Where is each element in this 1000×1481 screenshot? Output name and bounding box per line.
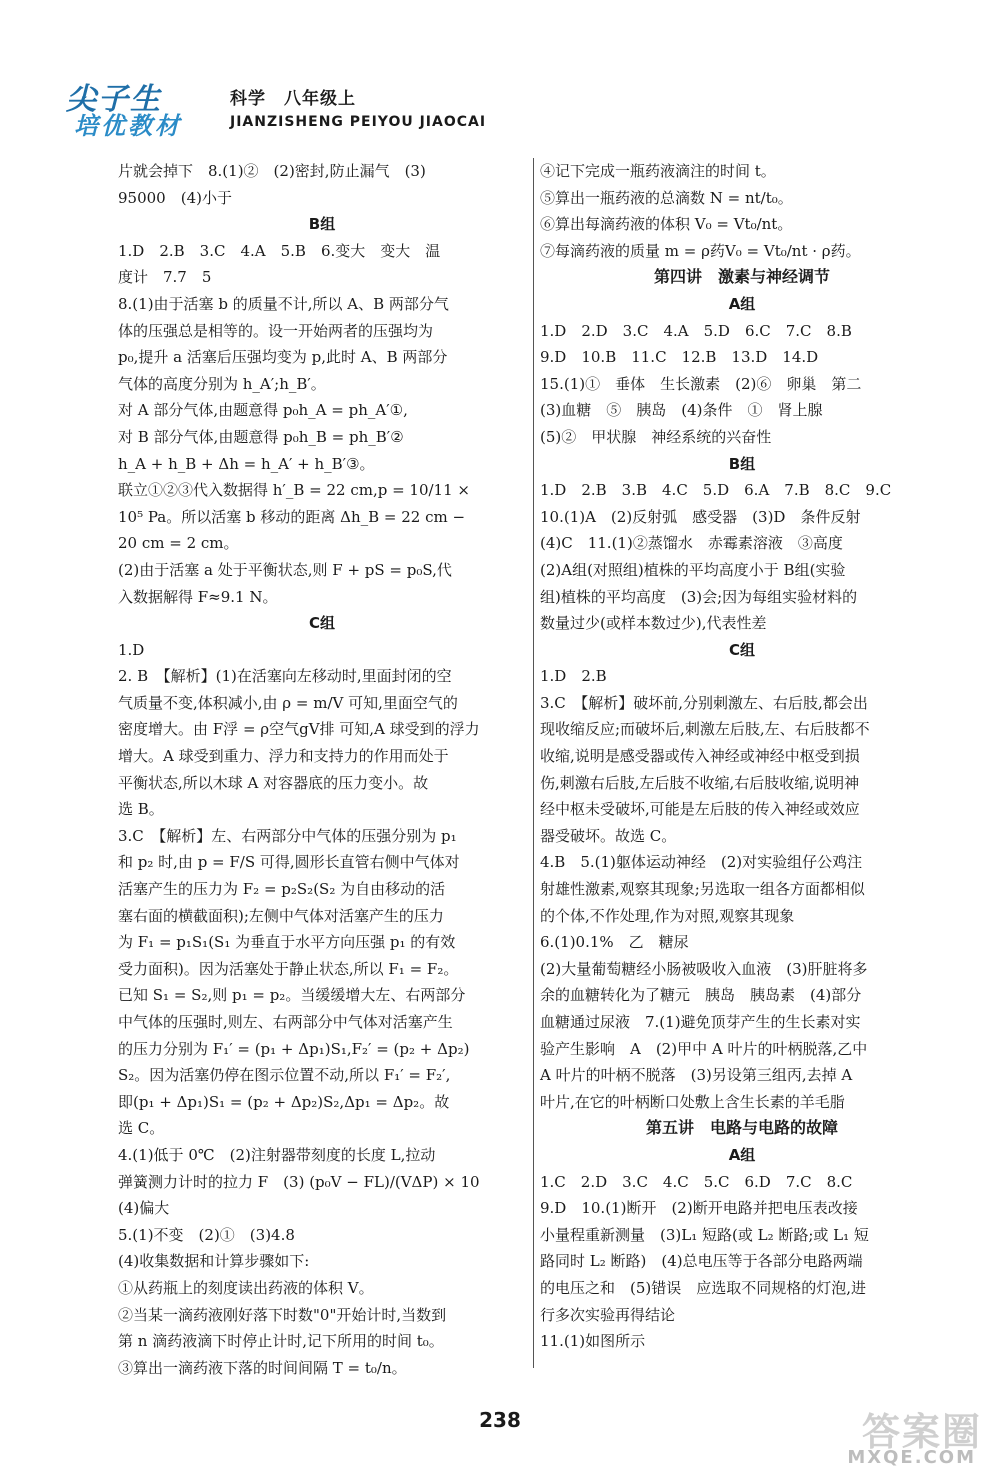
text-line: 对 B 部分气体,由题意得 p₀h_B = ph_B′② [118,427,404,446]
text-line: 组)植株的平均高度 (3)会;因为每组实验材料的 [540,587,858,606]
text-line: 和 p₂ 时,由 p = F/S 可得,圆形长直管右侧中气体对 [118,853,460,872]
text-line: 射雄性激素,观察其现象;另选取一组各方面都相似 [540,880,865,899]
text-line: 9.D 10.(1)断开 (2)断开电路并把电压表改接 [540,1199,858,1218]
text-line: 路同时 L₂ 断路) (4)总电压等于各部分电路两端 [540,1252,863,1271]
text-line: 10⁵ Pa。所以活塞 b 移动的距离 Δh_B = 22 cm − [118,507,466,526]
text-line: 3.C 【解析】破坏前,分别刺激左、右后肢,都会出 [540,693,868,712]
text-line: 伤,刺激右后肢,左后肢不收缩,右后肢收缩,说明神 [540,773,860,792]
text-line: 选 C。 [118,1119,165,1138]
text-line: 1.C 2.D 3.C 4.C 5.C 6.D 7.C 8.C [540,1172,853,1191]
text-line: 数量过少(或样本数过少),代表性差 [540,614,767,633]
text-line: ②当某一滴药液刚好落下时数"0"开始计时,当数到 [118,1305,447,1324]
page-header [60,70,940,140]
text-line: 第 n 滴药液滴下时停止计时,记下所用的时间 t₀。 [118,1332,444,1351]
text-line: 的个体,不作处理,作为对照,观察其现象 [540,906,795,925]
text-line: 叶片,在它的叶柄断口处敷上含生长素的羊毛脂 [540,1092,845,1111]
text-line: 20 cm = 2 cm。 [118,534,239,553]
text-line: 2. B 【解析】(1)在活塞向左移动时,里面封闭的空 [118,667,452,686]
text-line: 余的血糖转化为了糖元 胰岛 胰岛素 (4)部分 [540,986,862,1005]
text-line: (2)大量葡萄糖经小肠被吸收入血液 (3)肝脏将多 [540,959,868,978]
text-line: 为 F₁ = p₁S₁(S₁ 为垂直于水平方向压强 p₁ 的有效 [118,933,456,952]
text-line: 9.D 10.B 11.C 12.B 13.D 14.D [540,348,819,367]
right-column [540,158,944,1355]
text-line: (5)② 甲状腺 神经系统的兴奋性 [540,427,772,446]
left-column [118,158,526,1381]
page-number: 238 [479,1408,521,1432]
watermark-logo [810,1401,990,1471]
text-line: 15.(1)① 垂体 生长激素 (2)⑥ 卵巢 第二 [540,374,862,393]
text-line: 11.(1)如图所示 [540,1332,646,1351]
logo-line-1: 尖子生 [66,82,162,117]
text-line: ④记下完成一瓶药液滴注的时间 t。 [540,162,776,180]
text-line: 弹簧测力计时的拉力 F (3) (p₀V − FL)/(VΔP) × 10 [118,1172,480,1191]
text-line: 6.(1)0.1% 乙 糖尿 [540,933,689,952]
text-line: 度计 7.7 5 [118,268,212,287]
text-line: 8.(1)由于活塞 b 的质量不计,所以 A、B 两部分气 [118,294,449,313]
text-line: (4)偏大 [118,1199,170,1218]
text-line: 经中枢未受破坏,可能是左后肢的传入神经或效应 [540,800,860,819]
text-line: 塞右面的横截面积);左侧中气体对活塞产生的压力 [118,906,444,925]
text-line: 3.C 【解析】左、右两部分中气体的压强分别为 p₁ [118,826,457,845]
text-line: 5.(1)不变 (2)① (3)4.8 [118,1225,295,1244]
text-line: (2)A组(对照组)植株的平均高度小于 B组(实验 [540,560,846,579]
text-line: p₀,提升 a 活塞后压强均变为 p,此时 A、B 两部分 [118,348,448,367]
text-line: 1.D 2.B 3.C 4.A 5.B 6.变大 变大 温 [118,241,441,260]
column-divider [533,158,534,1368]
group-heading: C组 [308,614,335,633]
text-line: (4)C 11.(1)②蒸馏水 赤霉素溶液 ③高度 [540,534,843,553]
text-line: (3)血糖 ⑤ 胰岛 (4)条件 ① 肾上腺 [540,401,823,420]
text-line: ⑥算出每滴药液的体积 V₀ = Vt₀/nt。 [540,215,793,234]
logo-line-2: 培优教材 [74,112,182,140]
text-line: (4)收集数据和计算步骤如下: [118,1252,310,1271]
text-line: 受力面积)。因为活塞处于静止状态,所以 F₁ = F₂。 [118,959,459,978]
watermark-text: 答案圈 [861,1410,982,1454]
text-line: 血糖通过尿液 7.(1)避免顶芽产生的生长素对实 [540,1013,861,1031]
text-line: 即(p₁ + Δp₁)S₁ = (p₂ + Δp₂)S₂,Δp₁ = Δp₂。故 [118,1092,450,1111]
text-line: A 叶片的叶柄不脱落 (3)另设第三组丙,去掉 A [540,1066,853,1085]
brand-logo [60,70,225,140]
text-line: 器受破坏。故选 C。 [540,826,677,845]
text-line: ③算出一滴药液下落的时间间隔 T = t₀/n。 [118,1358,407,1377]
text-line: 验产生影响 A (2)甲中 A 叶片的叶柄脱落,乙中 [540,1039,868,1058]
text-line: 收缩,说明是感受器或传入神经或神经中枢受到损 [540,747,860,766]
text-line: 活塞产生的压力为 F₂ = p₂S₂(S₂ 为自由移动的活 [118,880,446,899]
text-line: 对 A 部分气体,由题意得 p₀h_A = ph_A′①, [118,401,408,420]
text-line: ⑦每滴药液的质量 m = ρ药V₀ = Vt₀/nt · ρ药。 [540,241,861,260]
text-line: 入数据解得 F≈9.1 N。 [118,587,278,606]
text-line: ⑤算出一瓶药液的总滴数 N = nt/t₀。 [540,188,793,207]
lecture-heading: 第五讲 电路与电路的故障 [645,1118,838,1138]
group-heading: A组 [728,294,756,313]
text-line: 95000 (4)小于 [118,188,232,207]
text-line: 1.D [118,640,145,659]
text-line: 已知 S₁ = S₂,则 p₁ = p₂。当缓缓增大左、右两部分 [118,986,466,1005]
text-line: 体的压强总是相等的。设一开始两者的压强均为 [118,321,434,340]
text-line: 气体的高度分别为 h_A′;h_B′。 [118,374,326,393]
text-line: S₂。因为活塞仍停在图示位置不动,所以 F₁′ = F₂′, [118,1066,451,1085]
group-heading: C组 [728,640,755,659]
text-line: ①从药瓶上的刻度读出药液的体积 V。 [118,1278,374,1297]
text-line: h_A + h_B + Δh = h_A′ + h_B′③。 [118,454,375,473]
text-line: 增大。A 球受到重力、浮力和支持力的作用而处于 [118,747,449,766]
text-line: 的电压之和 (5)错误 应选取不同规格的灯泡,进 [540,1278,867,1297]
text-line: 现收缩反应;而破坏后,刺激左后肢,左、右后肢都不 [540,720,870,739]
watermark-url: MXQE.COM [847,1447,976,1468]
text-line: 片就会掉下 8.(1)② (2)密封,防止漏气 (3) [118,162,426,180]
text-line: 联立①②③代入数据得 h′_B = 22 cm,p = 10/11 × [118,481,470,500]
text-line: 选 B。 [118,800,164,819]
group-heading: A组 [728,1145,756,1164]
text-line: 10.(1)A (2)反射弧 感受器 (3)D 条件反射 [540,507,861,526]
text-line: 密度增大。由 F浮 = ρ空气gV排 可知,A 球受到的浮力 [118,720,480,739]
text-line: 中气体的压强时,则左、右两部分中气体对活塞产生 [118,1013,453,1031]
text-line: 4.(1)低于 0℃ (2)注射器带刻度的长度 L,拉动 [118,1145,436,1164]
lecture-heading: 第四讲 激素与神经调节 [653,267,830,287]
text-line: 1.D 2.B 3.B 4.C 5.D 6.A 7.B 8.C 9.C [540,481,892,500]
book-subtitle: JIANZISHENG PEIYOU JIAOCAI [230,114,487,130]
text-line: 的压力分别为 F₁′ = (p₁ + Δp₁)S₁,F₂′ = (p₂ + Δp₂) [118,1039,470,1058]
text-line: 气质量不变,体积减小,由 ρ = m/V 可知,里面空气的 [118,693,458,712]
text-line: (2)由于活塞 a 处于平衡状态,则 F + pS = p₀S,代 [118,560,452,579]
text-line: 1.D 2.D 3.C 4.A 5.D 6.C 7.C 8.B [540,321,852,340]
text-line: 4.B 5.(1)躯体运动神经 (2)对实验组仔公鸡注 [540,853,863,872]
group-heading: B组 [728,454,756,473]
text-line: 小量程重新测量 (3)L₁ 短路(或 L₂ 断路;或 L₁ 短 [540,1225,869,1244]
text-line: 平衡状态,所以木球 A 对容器底的压力变小。故 [118,773,429,792]
book-title: 科学 八年级上 [230,89,356,109]
group-heading: B组 [308,215,336,234]
text-line: 1.D 2.B [540,667,607,686]
text-line: 行多次实验再得结论 [540,1305,676,1324]
